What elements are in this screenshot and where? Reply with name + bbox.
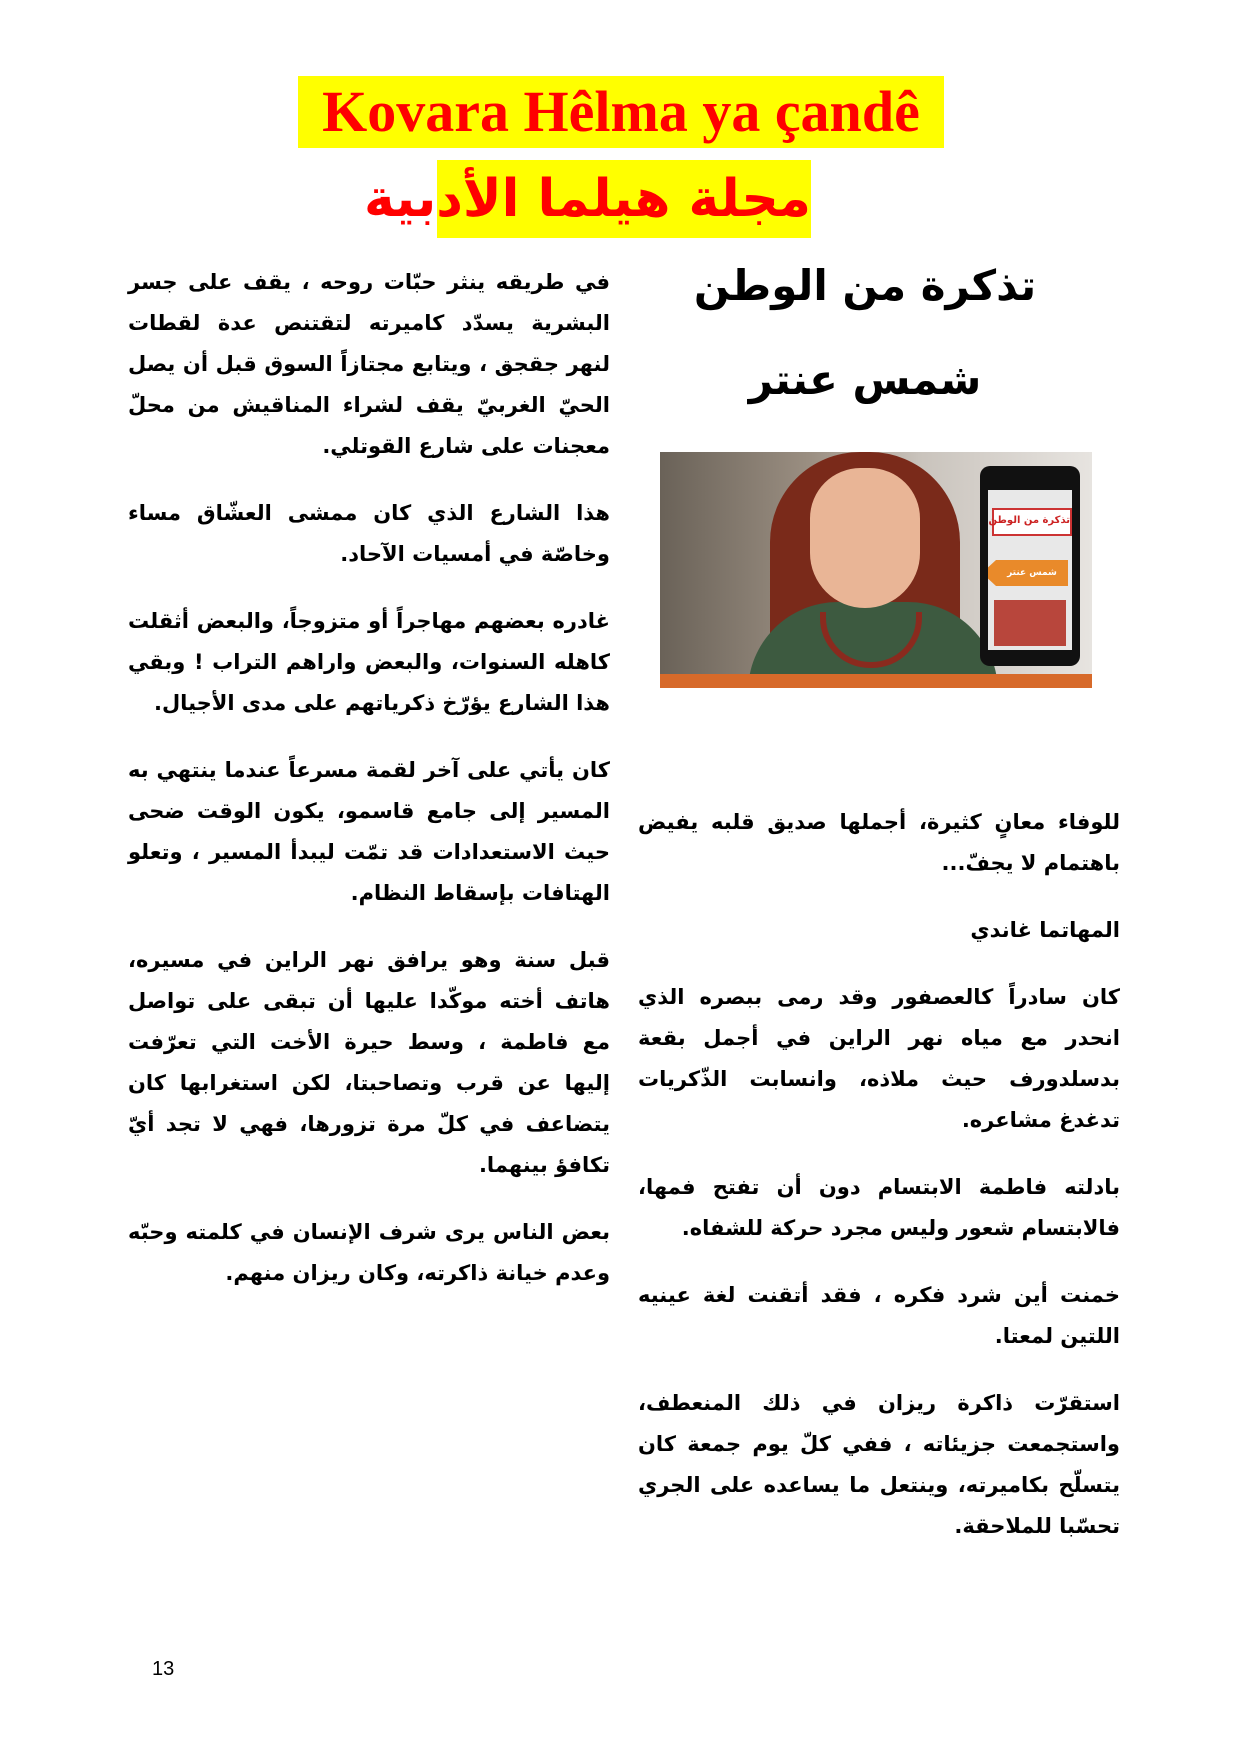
magazine-title-arabic: مجلة هيلما الأدبية (437, 160, 811, 238)
paragraph: بعض الناس يرى شرف الإنسان في كلمته وحبّه وعدم خيانة ذاكرته، وكان ريزان منهم. (128, 1220, 610, 1285)
page-number: 13 (152, 1658, 175, 1680)
phone-name-label: شمس عنتر (996, 560, 1068, 586)
article-title: تذكرة من الوطن (693, 261, 1037, 310)
photo-face (810, 468, 920, 608)
paragraph: استقرّت ذاكرة ريزان في ذلك المنعطف، واستجمعت جزيئاته ، ففي كلّ يوم جمعة كان يتسلّح بكاميرته، وينتعل ما يساعده على الجري تحسّبا للملاحقة. (638, 1391, 1120, 1538)
arrow-icon (988, 560, 996, 586)
right-column (638, 802, 1120, 1573)
magazine-title-latin: Kovara Hêlma ya çandê (298, 76, 944, 148)
paragraph: قبل سنة وهو يرافق نهر الراين في مسيره، هاتف أخته موكّدا عليها أن تبقى على تواصل مع فاطمة ، وسط حيرة الأخت التي تعرّفت إليها عن قرب وتصاحبتا، لكن استغرابها كان يتضاعف في كلّ مرة تزورها، فهي لا تجد أيّ تكافؤ بينهما. (128, 948, 610, 1177)
paragraph: كان سادراً كالعصفور وقد رمى ببصره الذي انحدر مع مياه نهر الراين في أجمل بقعة بدسلدورف حيث ملاذه، وانسابت الذّكريات تدغدغ مشاعره. (638, 985, 1120, 1132)
phone-image (994, 600, 1066, 646)
epigraph-quote: للوفاء معانٍ كثيرة، أجملها صديق قلبه يفيض باهتمام لا يجفّ... (638, 810, 1120, 875)
paragraph: كان يأتي على آخر لقمة مسرعاً عندما ينتهي به المسير إلى جامع قاسمو، يكون الوقت ضحى حيث الاستعدادات قد تمّت ليبدأ المسير ، وتعلو الهتافات بإسقاط النظام. (128, 758, 610, 905)
author-photo (660, 452, 1092, 688)
paragraph: غادره بعضهم مهاجراً أو متزوجاً، والبعض أثقلت كاهله السنوات، والبعض واراهم التراب ! وبقي هذا الشارع يؤرّخ ذكرياتهم على مدى الأجيال. (128, 609, 610, 715)
left-column (128, 262, 610, 1320)
phone-screen (988, 490, 1072, 650)
paragraph: هذا الشارع الذي كان ممشى العشّاق مساء وخاصّة في أمسيات الآحاد. (128, 501, 610, 566)
phone-graphic (980, 466, 1080, 666)
epigraph-attribution: المهاتما غاندي (970, 918, 1120, 942)
paragraph: بادلته فاطمة الابتسام دون أن تفتح فمها، فالابتسام شعور وليس مجرد حركة للشفاه. (638, 1175, 1120, 1240)
phone-title-label: تذكرة من الوطن (992, 508, 1072, 536)
article-author: شمس عنتر (748, 355, 982, 404)
paragraph: في طريقه ينثر حبّات روحه ، يقف على جسر البشرية يسدّد كاميرته لتقتنص عدة لقطات لنهر جقجق ، ويتابع مجتازاً السوق قبل أن يصل الحيّ الغربيّ يقف لشراء المناقيش من محلّ معجنات على شارع القوتلي. (128, 270, 610, 458)
photo-orange-strip (660, 674, 1092, 688)
paragraph: خمنت أين شرد فكره ، فقد أتقنت لغة عينيه اللتين لمعتا. (638, 1283, 1120, 1348)
